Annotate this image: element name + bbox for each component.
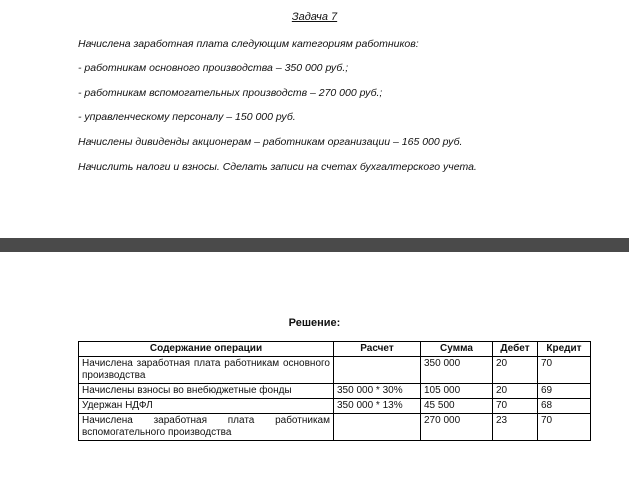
table-row xyxy=(79,414,591,441)
cell-calc xyxy=(334,357,421,384)
cell-sum: 350 000 xyxy=(421,357,493,384)
solution-page xyxy=(0,252,629,480)
solution-title: Решение: xyxy=(288,317,341,329)
task-paragraph: Начислены дивиденды акционерам – работникам организации – 165 000 руб. xyxy=(78,136,463,148)
task-title: Задача 7 xyxy=(291,11,338,23)
cell-calc: 350 000 * 13% xyxy=(334,399,421,414)
cell-credit: 70 xyxy=(538,357,591,384)
task-page xyxy=(0,0,629,238)
cell-sum: 45 500 xyxy=(421,399,493,414)
cell-debit: 70 xyxy=(493,399,538,414)
cell-calc: 350 000 * 30% xyxy=(334,384,421,399)
task-paragraph: Начислить налоги и взносы. Сделать записи на счетах бухгалтерского учета. xyxy=(78,161,477,173)
cell-operation: Удержан НДФЛ xyxy=(79,399,334,414)
table-row xyxy=(79,384,591,399)
header-operation: Содержание операции xyxy=(79,342,334,357)
table-header-row xyxy=(79,342,591,357)
cell-sum: 270 000 xyxy=(421,414,493,441)
cell-operation: Начислены взносы во внебюджетные фонды xyxy=(79,384,334,399)
cell-credit: 70 xyxy=(538,414,591,441)
task-paragraph: - работникам основного производства – 350 000 руб.; xyxy=(78,62,349,74)
cell-credit: 69 xyxy=(538,384,591,399)
task-paragraph: Начислена заработная плата следующим категориям работников: xyxy=(78,38,419,50)
cell-debit: 20 xyxy=(493,357,538,384)
header-sum: Сумма xyxy=(421,342,493,357)
cell-operation: Начислена заработная плата работникам основного производства xyxy=(79,357,334,384)
cell-operation: Начислена заработная плата работникам вспомогательного производства xyxy=(79,414,334,441)
table-row xyxy=(79,357,591,384)
page-separator xyxy=(0,238,629,252)
cell-debit: 23 xyxy=(493,414,538,441)
solution-table xyxy=(78,341,591,441)
cell-calc xyxy=(334,414,421,441)
header-credit: Кредит xyxy=(538,342,591,357)
cell-debit: 20 xyxy=(493,384,538,399)
task-paragraph: - управленческому персоналу – 150 000 руб. xyxy=(78,111,296,123)
header-calc: Расчет xyxy=(334,342,421,357)
task-paragraph: - работникам вспомогательных производств – 270 000 руб.; xyxy=(78,87,383,99)
table-row xyxy=(79,399,591,414)
cell-sum: 105 000 xyxy=(421,384,493,399)
header-debit: Дебет xyxy=(493,342,538,357)
cell-credit: 68 xyxy=(538,399,591,414)
